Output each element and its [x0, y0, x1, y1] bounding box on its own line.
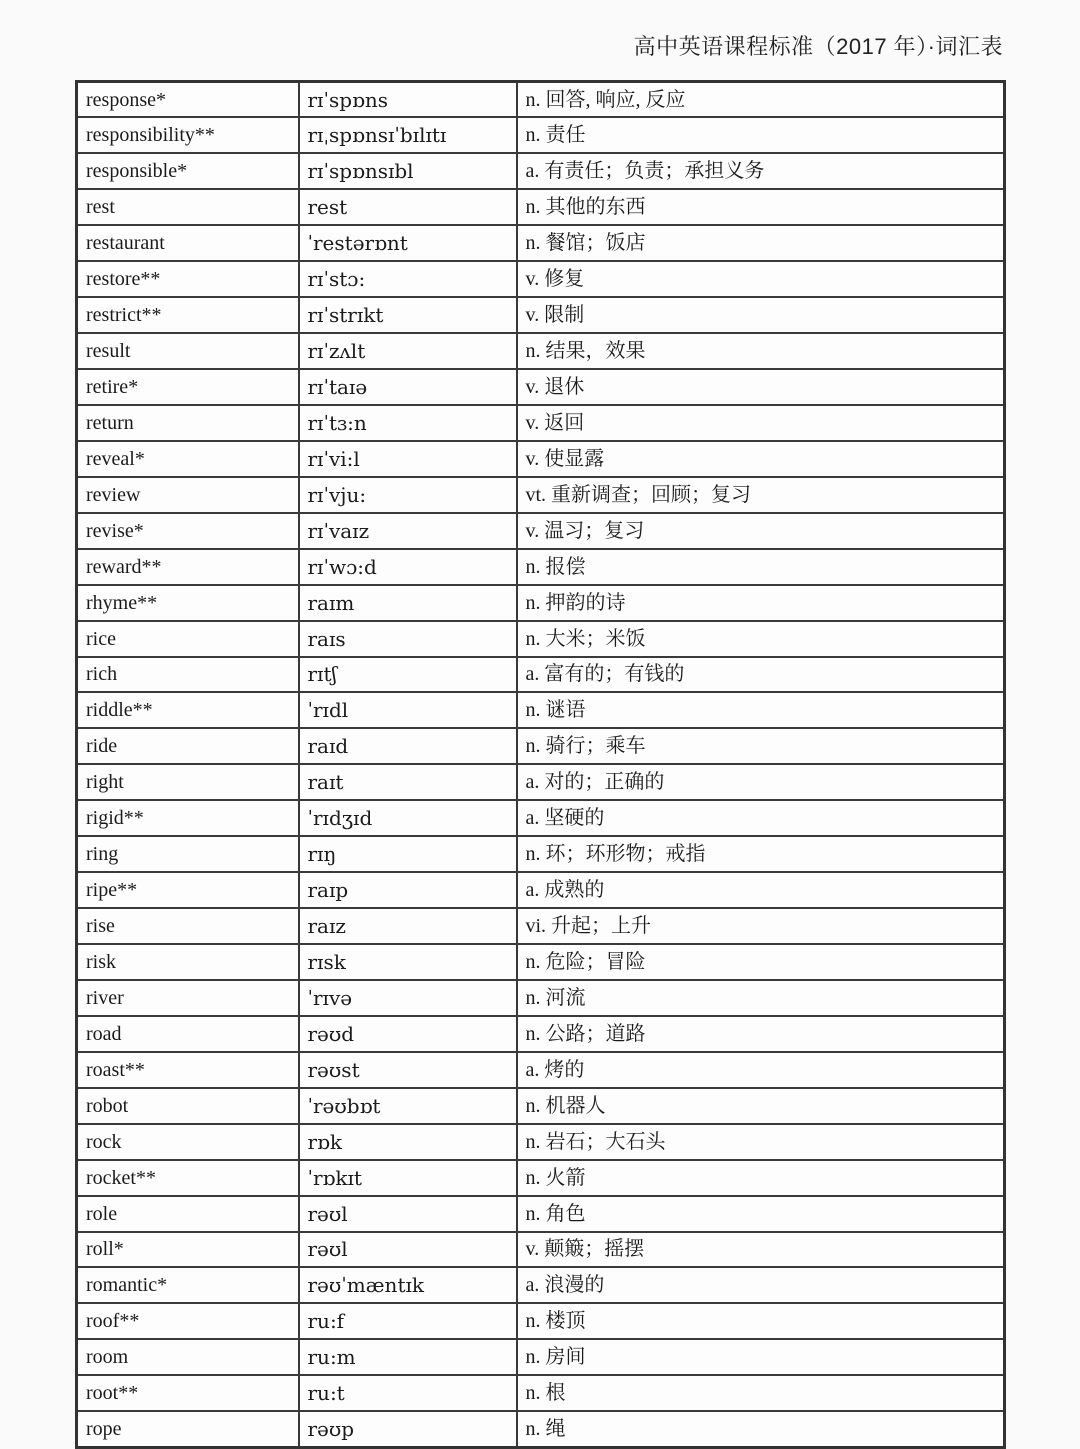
table-row [77, 1339, 1005, 1375]
definition-cell: v. 颠簸；摇摆 [517, 1232, 1005, 1268]
word-cell: rice [77, 621, 299, 657]
phonetic-cell: rɪˈstɔ: [299, 261, 517, 297]
table-row [77, 1088, 1005, 1124]
phonetic-cell: ru:t [299, 1375, 517, 1411]
phonetic-cell: rɪsk [299, 944, 517, 980]
phonetic-cell: rəʊl [299, 1232, 517, 1268]
phonetic-cell: ru:m [299, 1339, 517, 1375]
phonetic-cell: rɪŋ [299, 836, 517, 872]
phonetic-cell: raɪd [299, 728, 517, 764]
table-row [77, 513, 1005, 549]
definition-cell: vi. 升起；上升 [517, 908, 1005, 944]
phonetic-cell: ˈrɒkɪt [299, 1160, 517, 1196]
phonetic-cell: rest [299, 189, 517, 225]
word-cell: rich [77, 657, 299, 693]
word-cell: rigid** [77, 800, 299, 836]
phonetic-cell: rɪˈstrɪkt [299, 297, 517, 333]
table-row [77, 657, 1005, 693]
table-row [77, 477, 1005, 513]
table-row [77, 1124, 1005, 1160]
word-cell: room [77, 1339, 299, 1375]
table-row [77, 1303, 1005, 1339]
phonetic-cell: rɪˈvi:l [299, 441, 517, 477]
definition-cell: a. 对的；正确的 [517, 764, 1005, 800]
definition-cell: n. 责任 [517, 117, 1005, 153]
word-cell: ride [77, 728, 299, 764]
definition-cell: n. 河流 [517, 980, 1005, 1016]
word-cell: right [77, 764, 299, 800]
word-cell: restrict** [77, 297, 299, 333]
table-row [77, 117, 1005, 153]
phonetic-cell: rəʊd [299, 1016, 517, 1052]
phonetic-cell: raɪz [299, 908, 517, 944]
phonetic-cell: rəʊl [299, 1196, 517, 1232]
definition-cell: v. 温习；复习 [517, 513, 1005, 549]
word-cell: rise [77, 908, 299, 944]
definition-cell: n. 房间 [517, 1339, 1005, 1375]
word-cell: restore** [77, 261, 299, 297]
page-header-title: 高中英语课程标准（2017 年）·词汇表 [633, 34, 1003, 59]
table-row [77, 1160, 1005, 1196]
table-row [77, 1375, 1005, 1411]
phonetic-cell: ˈrestərɒnt [299, 225, 517, 261]
definition-cell: n. 危险；冒险 [517, 944, 1005, 980]
phonetic-cell: ˈrɪdl [299, 692, 517, 728]
word-cell: ring [77, 836, 299, 872]
table-row [77, 405, 1005, 441]
phonetic-cell: rɒk [299, 1124, 517, 1160]
definition-cell: v. 使显露 [517, 441, 1005, 477]
table-row [77, 153, 1005, 189]
word-cell: responsible* [77, 153, 299, 189]
word-cell: restaurant [77, 225, 299, 261]
definition-cell: n. 机器人 [517, 1088, 1005, 1124]
table-row [77, 333, 1005, 369]
phonetic-cell: rɪˈwɔ:d [299, 549, 517, 585]
phonetic-cell: raɪt [299, 764, 517, 800]
phonetic-cell: rɪˈzʌlt [299, 333, 517, 369]
definition-cell: a. 成熟的 [517, 872, 1005, 908]
word-cell: root** [77, 1375, 299, 1411]
word-cell: rock [77, 1124, 299, 1160]
definition-cell: v. 限制 [517, 297, 1005, 333]
table-row [77, 692, 1005, 728]
table-row [77, 369, 1005, 405]
word-cell: rope [77, 1411, 299, 1447]
word-cell: retire* [77, 369, 299, 405]
word-cell: return [77, 405, 299, 441]
table-row [77, 1016, 1005, 1052]
word-cell: reward** [77, 549, 299, 585]
phonetic-cell: rɪˈtɜ:n [299, 405, 517, 441]
table-row [77, 297, 1005, 333]
phonetic-cell: rəʊp [299, 1411, 517, 1447]
word-cell: risk [77, 944, 299, 980]
definition-cell: n. 餐馆；饭店 [517, 225, 1005, 261]
definition-cell: n. 角色 [517, 1196, 1005, 1232]
phonetic-cell: raɪm [299, 585, 517, 621]
word-cell: roast** [77, 1052, 299, 1088]
word-cell: revise* [77, 513, 299, 549]
table-row [77, 225, 1005, 261]
table-row [77, 549, 1005, 585]
phonetic-cell: ˈrəʊbɒt [299, 1088, 517, 1124]
word-cell: romantic* [77, 1267, 299, 1303]
definition-cell: a. 烤的 [517, 1052, 1005, 1088]
word-cell: road [77, 1016, 299, 1052]
phonetic-cell: rɪˈspɒnsɪbl [299, 153, 517, 189]
definition-cell: a. 富有的；有钱的 [517, 657, 1005, 693]
word-cell: rest [77, 189, 299, 225]
word-cell: result [77, 333, 299, 369]
table-row [77, 1267, 1005, 1303]
word-cell: reveal* [77, 441, 299, 477]
definition-cell: n. 结果，效果 [517, 333, 1005, 369]
phonetic-cell: rəʊst [299, 1052, 517, 1088]
phonetic-cell: ru:f [299, 1303, 517, 1339]
phonetic-cell: rɪˈspɒns [299, 82, 517, 118]
word-cell: ripe** [77, 872, 299, 908]
table-row [77, 980, 1005, 1016]
definition-cell: n. 大米；米饭 [517, 621, 1005, 657]
phonetic-cell: raɪs [299, 621, 517, 657]
word-cell: response* [77, 82, 299, 118]
definition-cell: a. 有责任；负责；承担义务 [517, 153, 1005, 189]
definition-cell: n. 谜语 [517, 692, 1005, 728]
definition-cell: n. 报偿 [517, 549, 1005, 585]
definition-cell: a. 浪漫的 [517, 1267, 1005, 1303]
table-row [77, 621, 1005, 657]
phonetic-cell: rɪˈvaɪz [299, 513, 517, 549]
word-cell: role [77, 1196, 299, 1232]
table-row [77, 82, 1005, 118]
word-cell: rhyme** [77, 585, 299, 621]
word-cell: robot [77, 1088, 299, 1124]
word-cell: roof** [77, 1303, 299, 1339]
table-row [77, 189, 1005, 225]
word-cell: riddle** [77, 692, 299, 728]
definition-cell: n. 环；环形物；戒指 [517, 836, 1005, 872]
table-row [77, 872, 1005, 908]
table-row [77, 1052, 1005, 1088]
table-row [77, 836, 1005, 872]
definition-cell: n. 绳 [517, 1411, 1005, 1447]
table-row [77, 1196, 1005, 1232]
phonetic-cell: rəʊˈmæntɪk [299, 1267, 517, 1303]
table-row [77, 1411, 1005, 1447]
vocabulary-table-body [77, 82, 1005, 1448]
phonetic-cell: ˈrɪvə [299, 980, 517, 1016]
table-row [77, 944, 1005, 980]
definition-cell: n. 楼顶 [517, 1303, 1005, 1339]
definition-cell: v. 返回 [517, 405, 1005, 441]
definition-cell: n. 岩石；大石头 [517, 1124, 1005, 1160]
table-row [77, 800, 1005, 836]
definition-cell: n. 火箭 [517, 1160, 1005, 1196]
word-cell: rocket** [77, 1160, 299, 1196]
table-row [77, 728, 1005, 764]
definition-cell: n. 骑行；乘车 [517, 728, 1005, 764]
definition-cell: v. 修复 [517, 261, 1005, 297]
word-cell: river [77, 980, 299, 1016]
phonetic-cell: rɪˈvju: [299, 477, 517, 513]
table-row [77, 764, 1005, 800]
phonetic-cell: rɪˌspɒnsɪˈbɪlɪtɪ [299, 117, 517, 153]
phonetic-cell: rɪˈtaɪə [299, 369, 517, 405]
phonetic-cell: raɪp [299, 872, 517, 908]
vocabulary-table [75, 80, 1006, 1449]
word-cell: review [77, 477, 299, 513]
table-row [77, 441, 1005, 477]
word-cell: responsibility** [77, 117, 299, 153]
definition-cell: a. 坚硬的 [517, 800, 1005, 836]
table-row [77, 261, 1005, 297]
definition-cell: n. 其他的东西 [517, 189, 1005, 225]
definition-cell: n. 公路；道路 [517, 1016, 1005, 1052]
word-cell: roll* [77, 1232, 299, 1268]
definition-cell: v. 退休 [517, 369, 1005, 405]
phonetic-cell: ˈrɪdʒɪd [299, 800, 517, 836]
table-row [77, 908, 1005, 944]
definition-cell: n. 回答, 响应, 反应 [517, 82, 1005, 118]
definition-cell: n. 押韵的诗 [517, 585, 1005, 621]
definition-cell: vt. 重新调查；回顾；复习 [517, 477, 1005, 513]
definition-cell: n. 根 [517, 1375, 1005, 1411]
table-row [77, 1232, 1005, 1268]
phonetic-cell: rɪtʃ [299, 657, 517, 693]
table-row [77, 585, 1005, 621]
